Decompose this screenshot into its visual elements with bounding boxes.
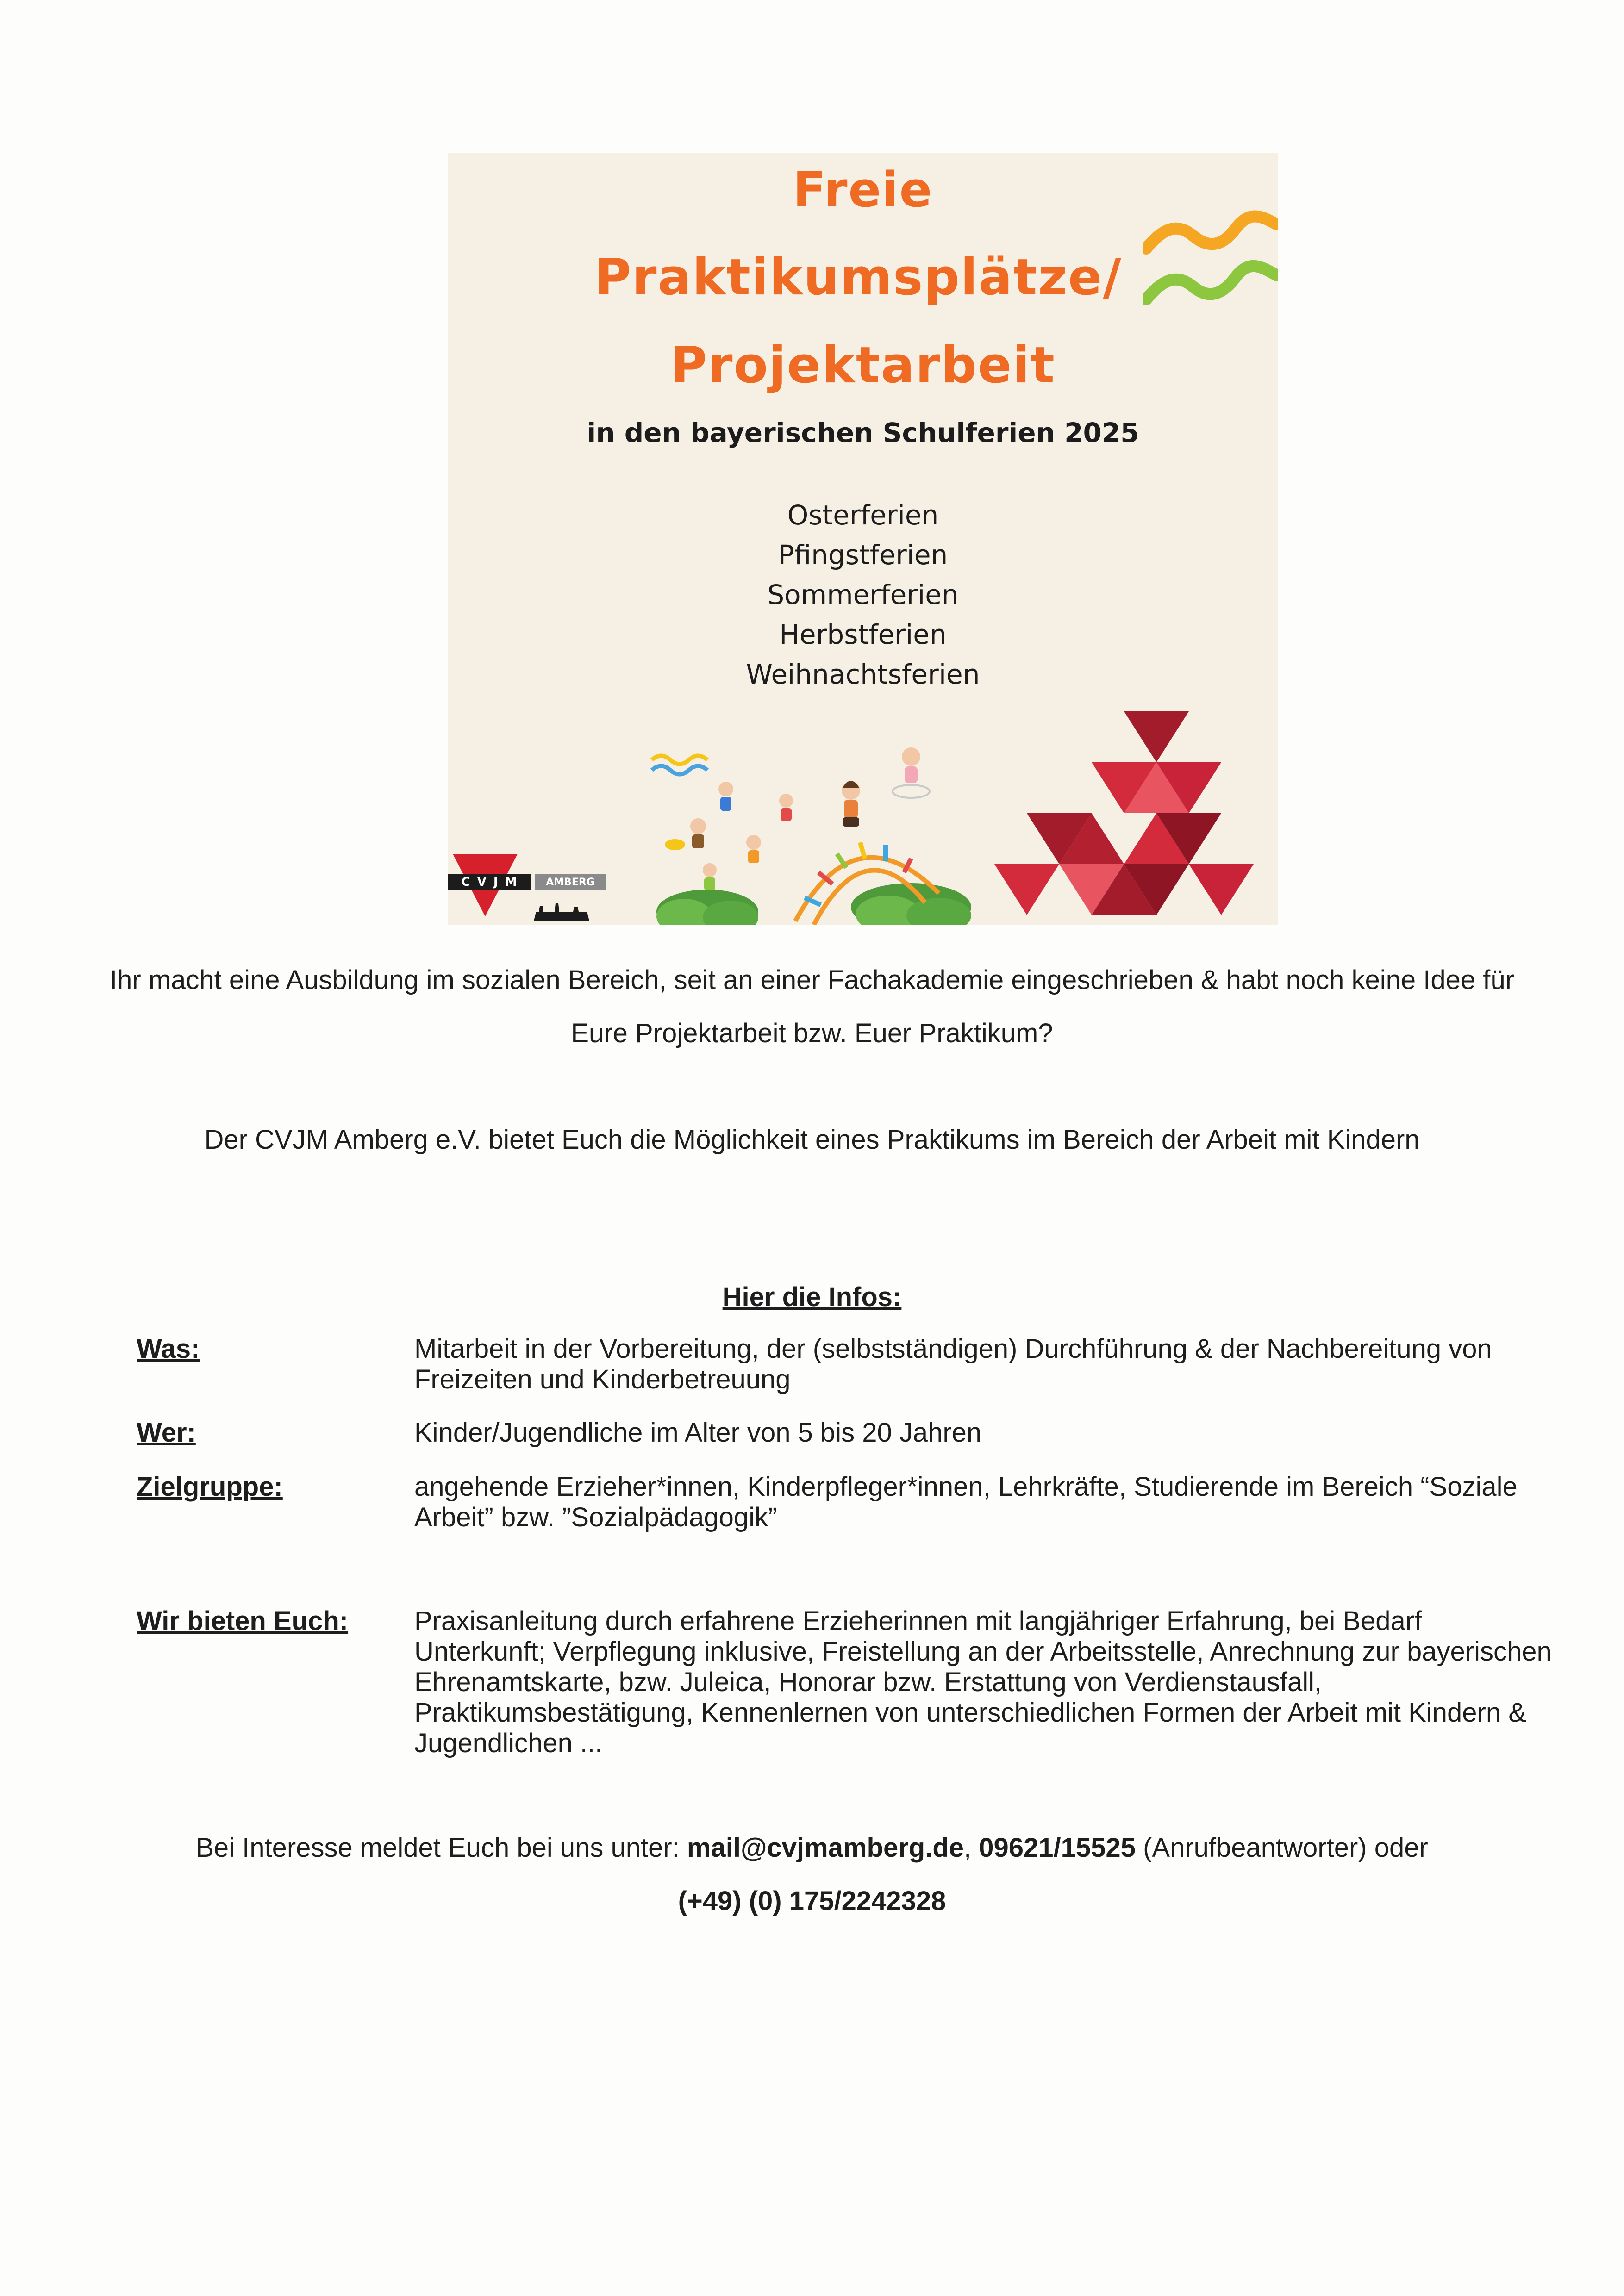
detail-value: Kinder/Jugendliche im Alter von 5 bis 20 Jahren <box>414 1418 982 1448</box>
holiday-item: Sommerferien <box>767 579 959 610</box>
detail-value: Praxisanleitung durch erfahrene Erzieherinnen mit langjähriger Erfahrung, bei Bedarf Unterkunft; Verpflegung inklusive, Freistellung an der Arbeitsstelle, Anrechnung zur bayerischen Ehrenamtskarte, bzw. Juleica, Honorar bzw. Erstattung von Verdienstausfall, Praktikumsbestätigung, Kennenlernen von unterschiedlichen Formen der Arbeit mit Kindern & Jugendlichen ... <box>414 1606 1552 1758</box>
poster-subtitle: in den bayerischen Schulferien 2025 <box>587 417 1139 448</box>
contact-phone-mobile[interactable]: (+49) (0) 175/2242328 <box>678 1886 946 1916</box>
contact-phone-primary[interactable]: 09621/15525 <box>979 1833 1136 1863</box>
holiday-item: Herbstferien <box>779 619 947 650</box>
children-illustration <box>448 153 1278 925</box>
detail-label: Wer: <box>137 1418 196 1448</box>
poster-title-line-1: Freie <box>793 162 933 218</box>
holiday-item: Osterferien <box>787 499 939 531</box>
poster-title-line-3: Projektarbeit <box>670 336 1056 394</box>
detail-value: angehende Erzieher*innen, Kinderpfleger*innen, Lehrkräfte, Studierende im Bereich “Soziale Arbeit” bzw. ”Sozialpädagogik” <box>414 1472 1518 1532</box>
poster-title-line-2: Praktikumsplätze/ <box>594 249 1122 306</box>
svg-text:C V J M: C V J M <box>461 875 518 889</box>
detail-label: Wir bieten Euch: <box>137 1606 349 1636</box>
detail-label: Was: <box>137 1334 200 1364</box>
poster-image <box>448 153 1278 925</box>
cvjm-amberg-logo <box>448 852 615 925</box>
contact-separator: , <box>964 1833 979 1863</box>
svg-text:AMBERG: AMBERG <box>546 877 595 888</box>
detail-value: Mitarbeit in der Vorbereitung, der (selbstständigen) Durchführung & der Nachbereitung von Freizeiten und Kinderbetreuung <box>414 1334 1492 1394</box>
contact-prefix: Bei Interesse meldet Euch bei uns unter: <box>196 1833 687 1863</box>
contact-phone-note: (Anrufbeantworter) oder <box>1135 1833 1428 1863</box>
holiday-item: Pfingstferien <box>778 539 948 571</box>
contact-paragraph <box>93 1821 1531 1928</box>
intro-paragraph: Ihr macht eine Ausbildung im sozialen Bereich, seit an einer Fachakademie eingeschrieben & habt noch keine Idee für Eure Projektarbeit bzw. Euer Praktikum? <box>110 965 1514 1048</box>
offer-paragraph: Der CVJM Amberg e.V. bietet Euch die Möglichkeit eines Praktikums im Bereich der Arbeit mit Kindern <box>204 1125 1420 1155</box>
holiday-item: Weihnachtsferien <box>746 659 980 690</box>
info-heading: Hier die Infos: <box>722 1282 902 1312</box>
detail-label: Zielgruppe: <box>137 1472 283 1502</box>
contact-email-link[interactable]: mail@cvjmamberg.de <box>687 1833 964 1863</box>
